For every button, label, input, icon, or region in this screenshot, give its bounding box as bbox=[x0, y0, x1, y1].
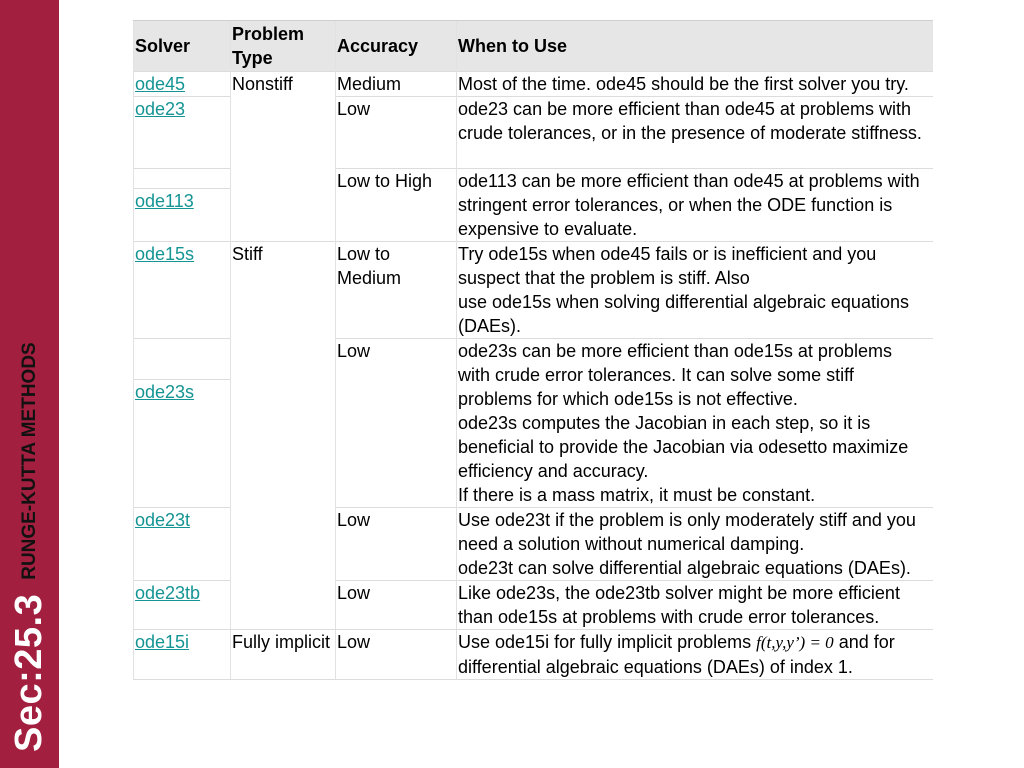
when-ode45: Most of the time. ode45 should be the first solver you try. bbox=[457, 72, 933, 97]
solver-link-ode15i[interactable]: ode15i bbox=[134, 629, 231, 679]
accuracy-ode23t: Low bbox=[336, 508, 457, 581]
accuracy-ode23s: Low bbox=[336, 339, 457, 508]
when-ode113: ode113 can be more efficient than ode45 at problems with stringent error tolerances, or when the ODE function is expensive to evaluate. bbox=[457, 169, 933, 242]
when-ode23t-line1: Use ode23t if the problem is only moderately stiff and you need a solution without numerical damping. bbox=[458, 510, 916, 554]
solver-spacer bbox=[134, 169, 231, 189]
accuracy-ode15i: Low bbox=[336, 629, 457, 679]
when-ode15s bbox=[457, 242, 933, 339]
when-ode15i bbox=[457, 629, 933, 679]
header-problem-type: Problem Type bbox=[231, 21, 336, 72]
when-ode23s-line1: ode23s can be more efficient than ode15s at problems with crude error tolerances. It can solve some stiff problems for which ode15s is not effective. bbox=[458, 341, 892, 409]
accuracy-ode15s: Low to Medium bbox=[336, 242, 457, 339]
when-ode23tb: Like ode23s, the ode23tb solver might be more efficient than ode15s at problems with crude error tolerances. bbox=[457, 581, 933, 630]
when-ode15s-line1: Try ode15s when ode45 fails or is inefficient and you suspect that the problem is stiff. Also bbox=[458, 244, 877, 288]
implicit-formula: f(t,y,y’) = 0 bbox=[756, 632, 834, 652]
section-number: Sec:25.3 bbox=[8, 593, 50, 752]
when-ode15i-text2: and for differential algebraic equations (DAEs) of index 1. bbox=[458, 631, 895, 677]
when-ode23s bbox=[457, 339, 933, 508]
solver-link-ode15s[interactable]: ode15s bbox=[134, 242, 231, 339]
table-row bbox=[134, 242, 933, 339]
solver-link-ode23s[interactable]: ode23s bbox=[134, 380, 231, 508]
accuracy-ode45: Medium bbox=[336, 72, 457, 97]
section-title: RUNGE-KUTTA METHODS bbox=[18, 342, 40, 580]
problem-type-fully-implicit: Fully implicit bbox=[231, 629, 336, 679]
problem-type-stiff: Stiff bbox=[231, 242, 336, 630]
when-ode23s-line2: ode23s computes the Jacobian in each step, so it is beneficial to provide the Jacobian via odesetto maximize efficiency and accuracy. bbox=[458, 413, 909, 481]
when-ode23s-line3: If there is a mass matrix, it must be constant. bbox=[458, 485, 816, 505]
header-accuracy: Accuracy bbox=[336, 21, 457, 72]
solver-link-ode45[interactable]: ode45 bbox=[134, 72, 231, 97]
solver-link-ode23tb[interactable]: ode23tb bbox=[134, 581, 231, 630]
when-ode15i-text1: Use ode15i for fully implicit problems bbox=[458, 631, 757, 652]
solver-table bbox=[133, 20, 933, 680]
problem-type-nonstiff: Nonstiff bbox=[231, 72, 336, 242]
header-when-to-use: When to Use bbox=[457, 21, 933, 72]
table-row bbox=[134, 72, 933, 97]
when-ode15s-line2: use ode15s when solving differential algebraic equations (DAEs). bbox=[458, 292, 909, 336]
table-row bbox=[134, 629, 933, 679]
accuracy-ode113: Low to High bbox=[336, 169, 457, 242]
solver-link-ode23t[interactable]: ode23t bbox=[134, 508, 231, 581]
solver-spacer bbox=[134, 339, 231, 380]
header-row bbox=[134, 21, 933, 72]
sidebar bbox=[0, 0, 59, 768]
when-ode23t-line2: ode23t can solve differential algebraic equations (DAEs). bbox=[458, 558, 911, 578]
when-ode23t bbox=[457, 508, 933, 581]
solver-link-ode113[interactable]: ode113 bbox=[134, 189, 231, 242]
section-heading bbox=[0, 0, 59, 768]
accuracy-ode23: Low bbox=[336, 97, 457, 169]
header-solver: Solver bbox=[134, 21, 231, 72]
solver-link-ode23[interactable]: ode23 bbox=[134, 97, 231, 169]
accuracy-ode23tb: Low bbox=[336, 581, 457, 630]
when-ode23: ode23 can be more efficient than ode45 at problems with crude tolerances, or in the presence of moderate stiffness. bbox=[457, 97, 933, 169]
